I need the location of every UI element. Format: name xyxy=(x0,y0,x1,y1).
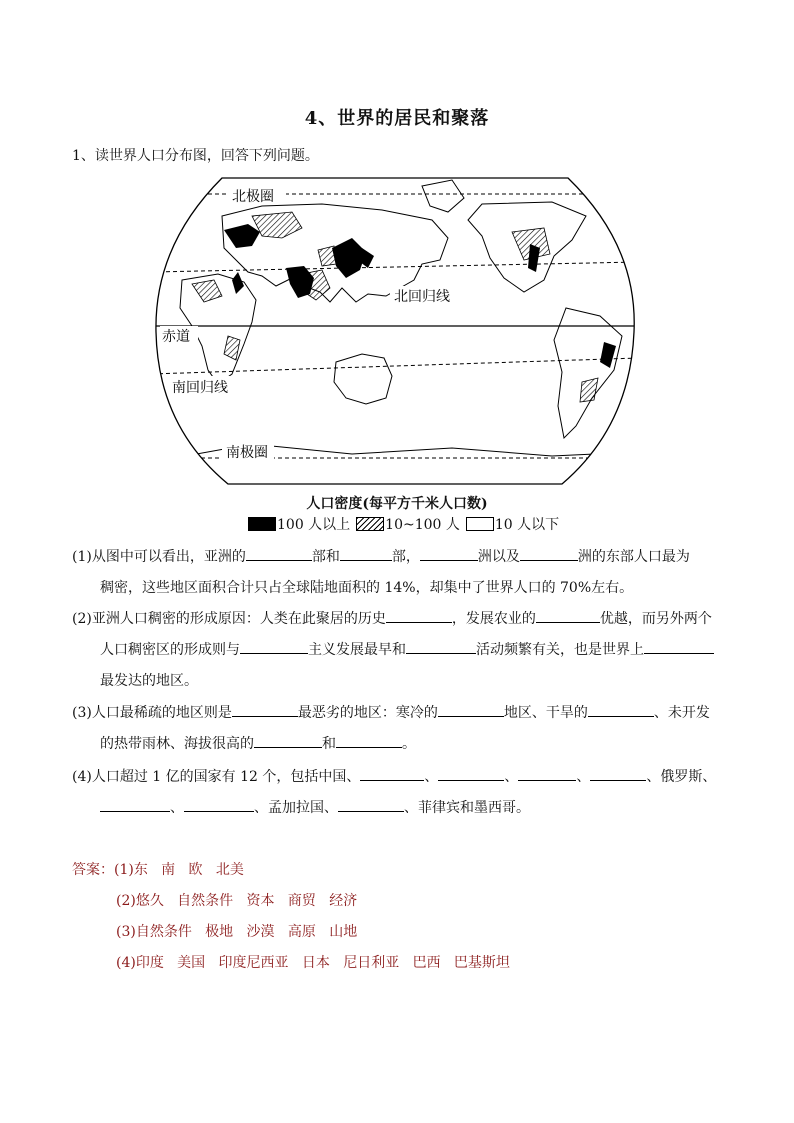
answer-blank[interactable] xyxy=(360,764,424,781)
answer-blank[interactable] xyxy=(386,606,452,623)
answer-blank[interactable] xyxy=(518,764,576,781)
answer-blank[interactable] xyxy=(336,731,402,748)
question-3: (3)人口最稀疏的地区则是 最恶劣的地区：寒冷的 地区、干旱的 、未开发 的热带雨林、海拔很高的 和 。 xyxy=(72,698,732,760)
answer-blank[interactable] xyxy=(588,700,654,717)
answer-blank[interactable] xyxy=(240,637,308,654)
answer-blank[interactable] xyxy=(438,700,504,717)
arctic-circle-label: 北极圈 xyxy=(232,189,274,205)
dense-swatch xyxy=(248,517,276,531)
legend-title: 人口密度(每平方千米人口数) xyxy=(306,496,488,512)
tropic-of-cancer-label: 北回归线 xyxy=(394,289,450,305)
answer-blank[interactable] xyxy=(520,544,578,561)
question-2: (2)亚洲人口稠密的形成原因：人类在此聚居的历史 ，发展农业的 优越，而另外两个 人口稠密区的形成则与 主义发展最早和 活动频繁有关，也是世界上 最发达的地区。 xyxy=(72,604,732,697)
answer-label: 答案： xyxy=(72,862,114,878)
answer-blank[interactable] xyxy=(100,795,170,812)
answer-3: (3)自然条件 极地 沙漠 高原 山地 xyxy=(116,924,358,940)
question-intro: 1、读世界人口分布图，回答下列问题。 xyxy=(72,148,319,164)
answer-blank[interactable] xyxy=(254,731,322,748)
answer-1: (1)东 南 欧 北美 xyxy=(114,862,244,878)
antarctic-circle-label: 南极圈 xyxy=(226,445,268,461)
legend-item-dense: 100 人以上 xyxy=(248,514,350,534)
answer-blank[interactable] xyxy=(590,764,646,781)
question-4: (4)人口超过 1 亿的国家有 12 个，包括中国、 、 、 、 、俄罗斯、 、 、孟加拉国、 、菲律宾和墨西哥。 xyxy=(72,762,732,824)
equator-label: 赤道 xyxy=(162,329,190,345)
answer-blank[interactable] xyxy=(420,544,478,561)
answer-blank[interactable] xyxy=(644,637,714,654)
answer-blank[interactable] xyxy=(338,795,404,812)
answer-2: (2)悠久 自然条件 资本 商贸 经济 xyxy=(116,893,358,909)
answer-blank[interactable] xyxy=(536,606,600,623)
tropic-of-capricorn-label: 南回归线 xyxy=(172,380,228,396)
legend-item-medium: 10~100 人 xyxy=(356,514,460,534)
medium-swatch xyxy=(356,517,384,531)
page-title: 4、世界的居民和聚落 xyxy=(304,108,490,129)
answer-blank[interactable] xyxy=(340,544,392,561)
answer-blank[interactable] xyxy=(184,795,254,812)
answer-blank[interactable] xyxy=(246,544,312,561)
map-legend xyxy=(248,514,565,534)
answer-key xyxy=(72,858,510,982)
question-1: (1)从图中可以看出，亚洲的 部和 部， 洲以及 洲的东部人口最为 稠密，这些地区面积合计只占全球陆地面积的 14%，却集中了世界人口的 70%左右。 xyxy=(72,542,732,604)
legend-item-sparse: 10 人以下 xyxy=(466,514,559,534)
sparse-swatch xyxy=(466,517,494,531)
answer-blank[interactable] xyxy=(406,637,476,654)
world-population-map xyxy=(152,176,638,488)
answer-4: (4)印度 美国 印度尼西亚 日本 尼日利亚 巴西 巴基斯坦 xyxy=(116,955,510,971)
answer-blank[interactable] xyxy=(232,700,298,717)
answer-blank[interactable] xyxy=(438,764,504,781)
